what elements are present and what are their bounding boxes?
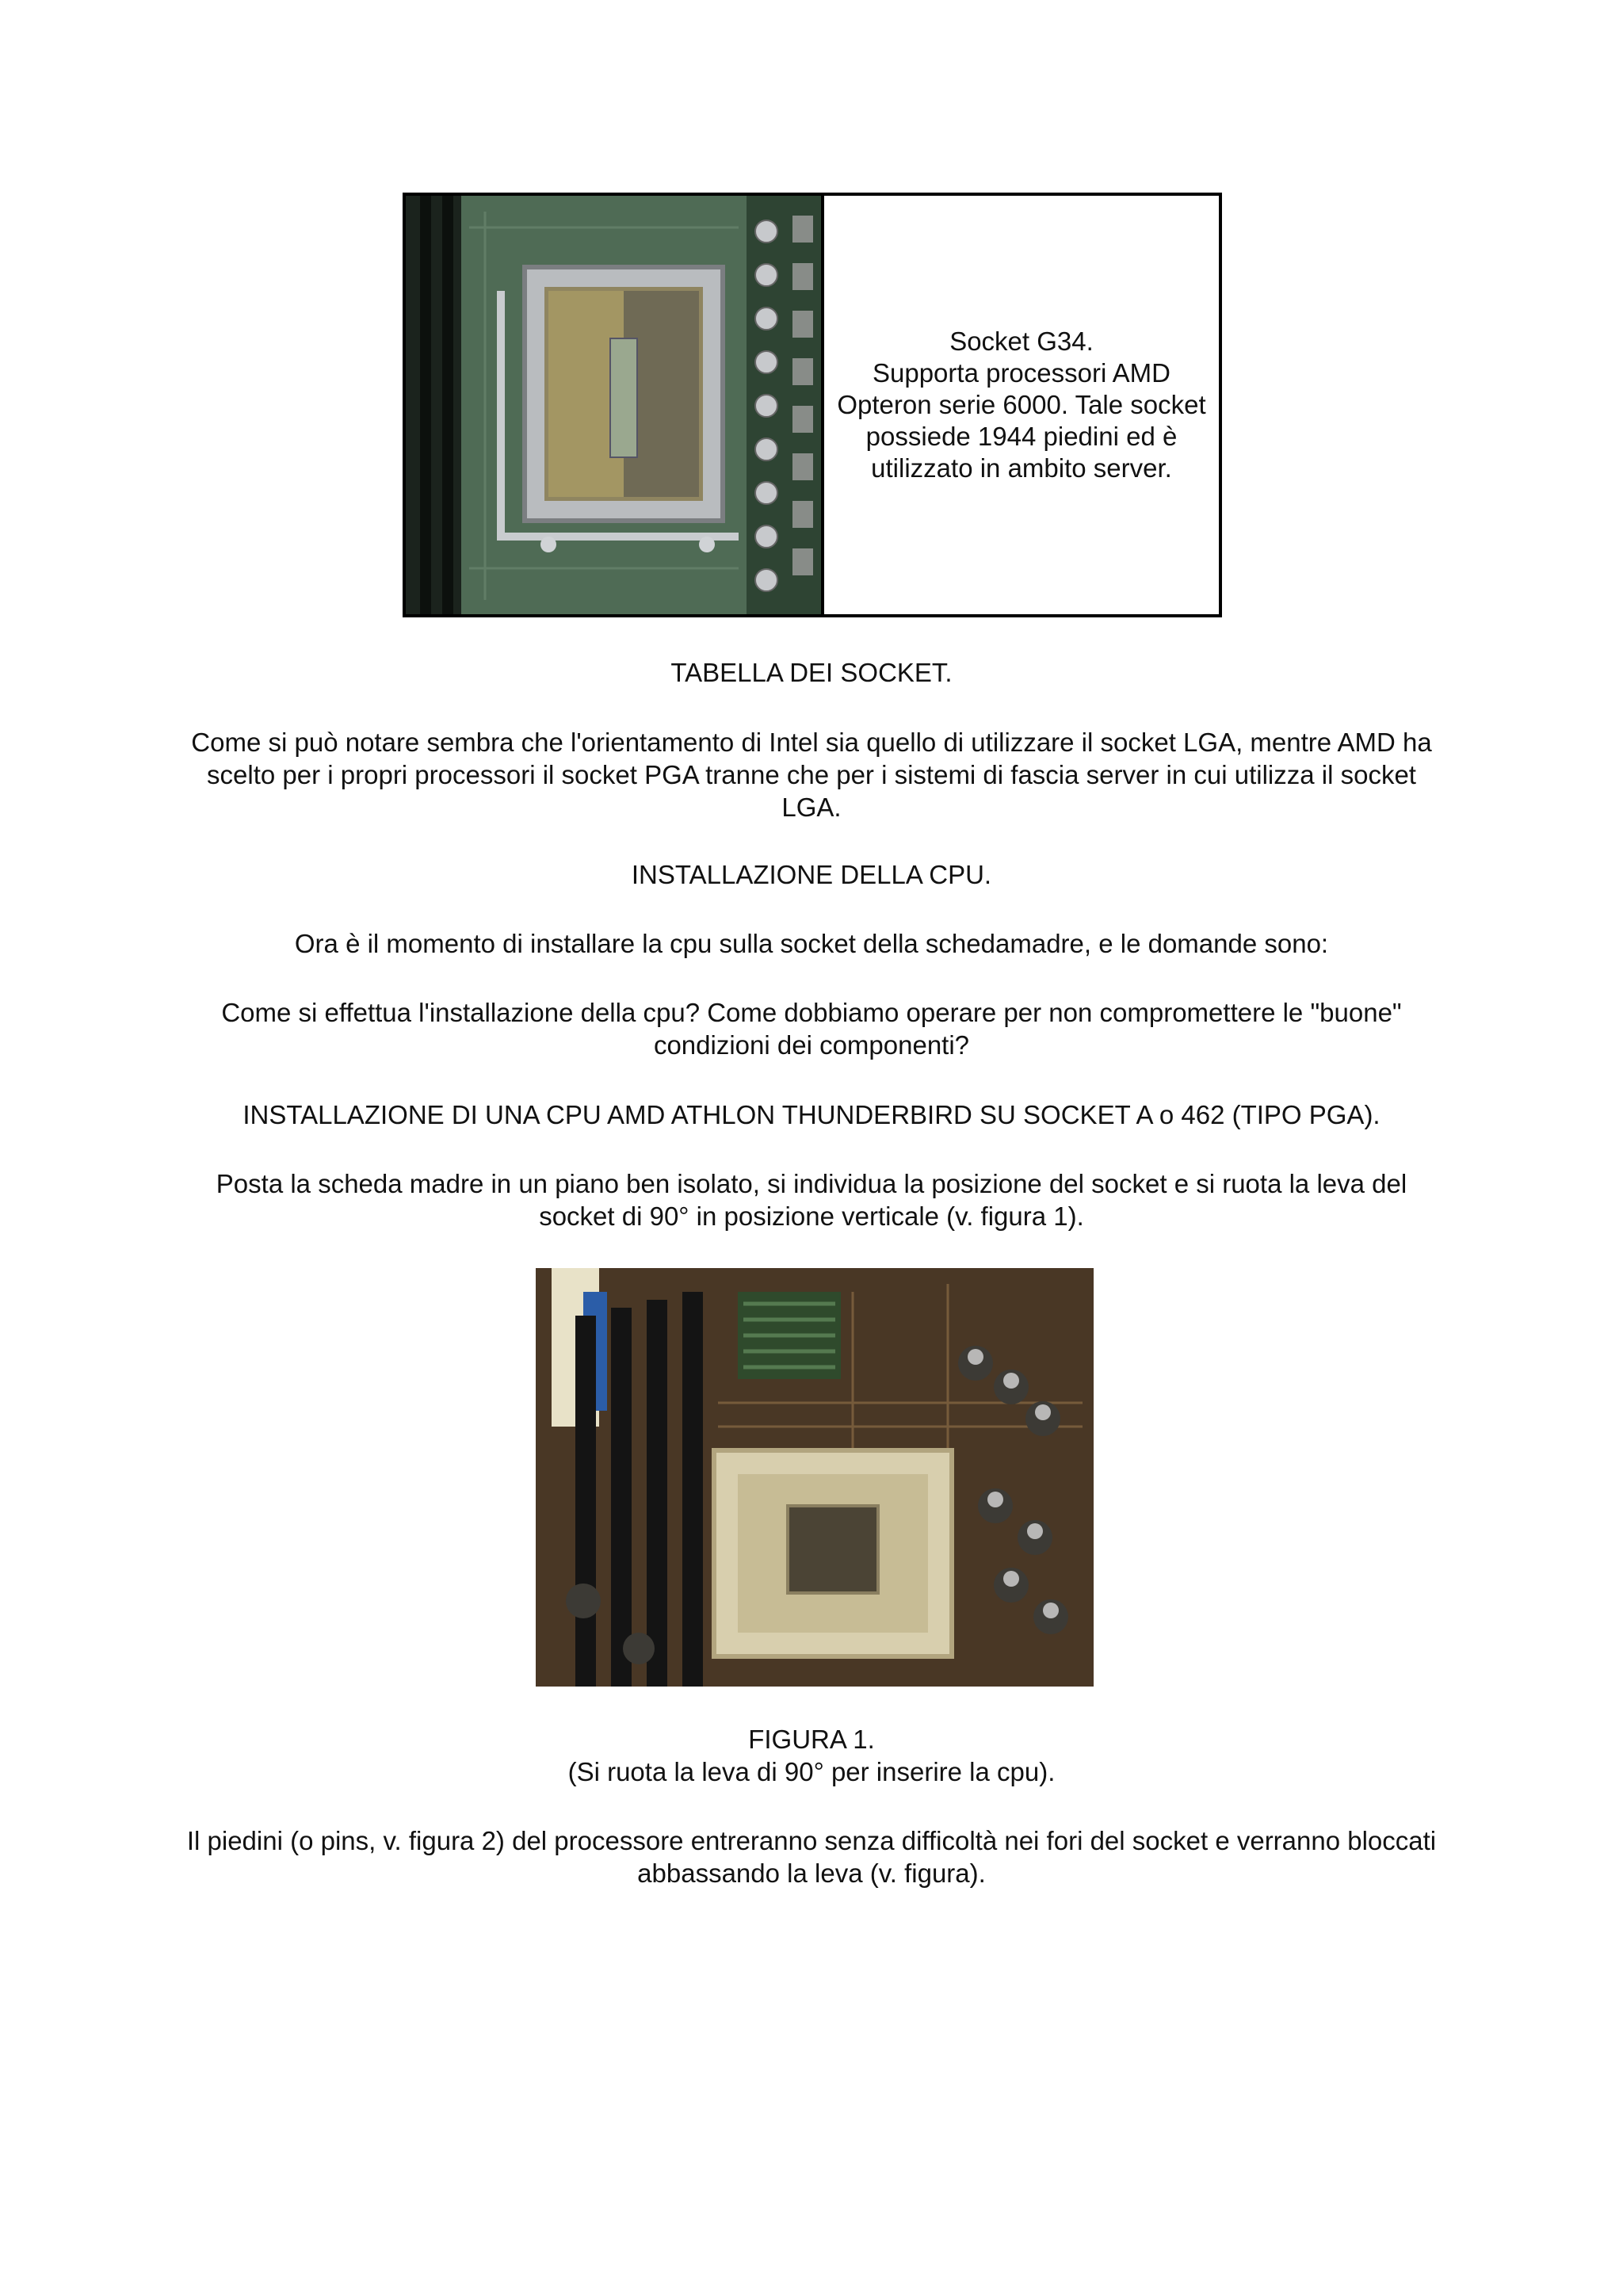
paragraph-questions-intro: Ora è il momento di installare la cpu sulla socket della schedamadre, e le domande sono: (294, 929, 1329, 958)
athlon-title: INSTALLAZIONE DI UNA CPU AMD ATHLON THUNDERBIRD SU SOCKET A o 462 (TIPO PGA). (242, 1100, 1381, 1129)
text-line: Posta la scheda madre in un piano ben isolato, si individua la posizione del socket e si ruota la leva del (216, 1169, 1407, 1198)
socket-a-photo (536, 1268, 1094, 1687)
text-line: condizioni dei componenti? (653, 1030, 970, 1060)
paragraph-orientation (0, 726, 1623, 823)
caption-line: Socket G34. (949, 327, 1094, 356)
text-line: socket di 90° in posizione verticale (v. figura 1). (539, 1201, 1084, 1231)
text-line: LGA. (781, 793, 842, 822)
text-line: abbassando la leva (v. figura). (637, 1859, 986, 1888)
text-line: Il piedini (o pins, v. figura 2) del processore entreranno senza difficoltà nei fori del socket e verranno bloccati (186, 1826, 1437, 1855)
text-line: Come si effettua l'installazione della cpu? Come dobbiamo operare per non compromettere le "buone" (221, 998, 1402, 1027)
caption-line: possiede 1944 piedini ed è (865, 422, 1178, 451)
text-line: scelto per i propri processori il socket PGA tranne che per i sistemi di fascia server in cui utilizza il socket (207, 760, 1416, 789)
caption-line: utilizzato in ambito server. (871, 453, 1172, 483)
socket-table (403, 193, 1222, 617)
paragraph-pins (0, 1824, 1623, 1889)
paragraph-lever (0, 1167, 1623, 1232)
install-title: INSTALLAZIONE DELLA CPU. (631, 860, 992, 889)
figure-1-title: FIGURA 1. (748, 1725, 875, 1754)
text-line: Come si può notare sembra che l'orientamento di Intel sia quello di utilizzare il socket LGA, mentre AMD ha (191, 728, 1432, 757)
figure-1-image (536, 1268, 1094, 1687)
socket-g34-photo (406, 196, 821, 614)
table-title: TABELLA DEI SOCKET. (670, 658, 953, 687)
figure-1-caption: (Si ruota la leva di 90° per inserire la cpu). (567, 1757, 1056, 1786)
paragraph-questions (0, 996, 1623, 1061)
socket-g34-caption (824, 196, 1219, 614)
caption-line: Opteron serie 6000. Tale socket (837, 390, 1206, 419)
socket-g34-image (406, 196, 824, 614)
caption-line: Supporta processori AMD (872, 358, 1170, 388)
